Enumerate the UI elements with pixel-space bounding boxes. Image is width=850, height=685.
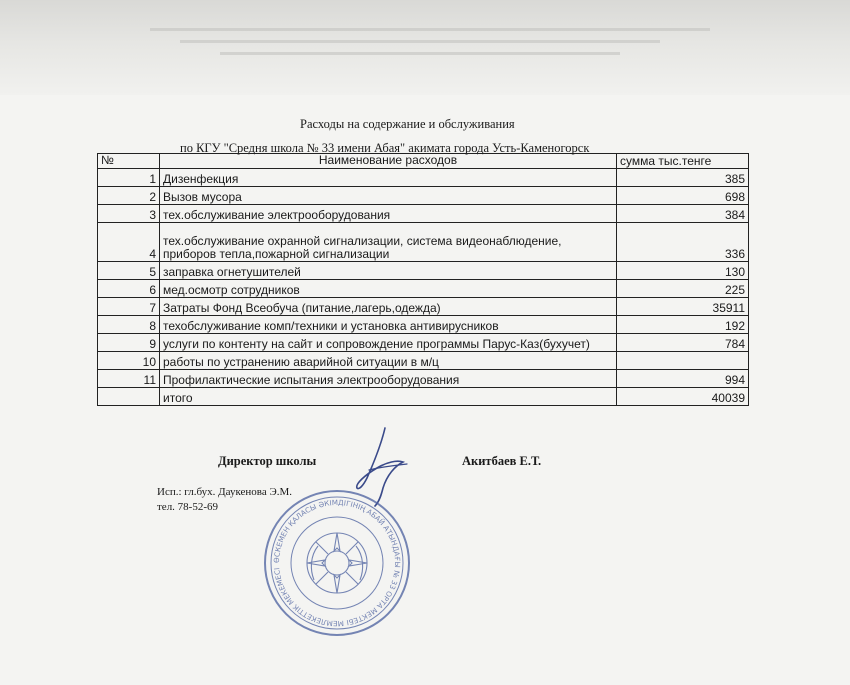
row-name: Затраты Фонд Всеобуча (питание,лагерь,одежда) bbox=[160, 298, 617, 316]
row-name: услуги по контенту на сайт и сопровождение программы Парус-Каз(бухучет) bbox=[160, 334, 617, 352]
header-number: № bbox=[98, 154, 160, 169]
kazakhstan-emblem-icon bbox=[307, 533, 367, 593]
director-title: Директор школы bbox=[218, 454, 317, 468]
official-stamp bbox=[262, 488, 412, 638]
table-header-row bbox=[98, 154, 749, 169]
phone-line: тел. 78-52-69 bbox=[157, 501, 219, 513]
row-name: техобслуживание комп/техники и установка антивирусников bbox=[160, 316, 617, 334]
table-row bbox=[98, 352, 749, 370]
total-label: итого bbox=[160, 388, 617, 406]
table-row bbox=[98, 316, 749, 334]
table-row bbox=[98, 262, 749, 280]
row-number: 6 bbox=[98, 280, 160, 298]
table-row bbox=[98, 280, 749, 298]
row-number: 8 bbox=[98, 316, 160, 334]
table-row bbox=[98, 223, 749, 262]
row-name: заправка огнетушителей bbox=[160, 262, 617, 280]
row-sum: 994 bbox=[617, 370, 749, 388]
row-name-line: тех.обслуживание охранной сигнализации, система видеонаблюдение, bbox=[163, 234, 562, 248]
row-name-line: приборов тепла,пожарной сигнализации bbox=[163, 247, 390, 261]
row-name: мед.осмотр сотрудников bbox=[160, 280, 617, 298]
row-name bbox=[160, 223, 617, 262]
row-sum: 384 bbox=[617, 205, 749, 223]
row-number: 7 bbox=[98, 298, 160, 316]
row-number: 2 bbox=[98, 187, 160, 205]
table-row bbox=[98, 205, 749, 223]
total-number-cell bbox=[98, 388, 160, 406]
table-row bbox=[98, 334, 749, 352]
row-name: Профилактические испытания электрооборудования bbox=[160, 370, 617, 388]
document-subtitle: по КГУ "Средня школа № 33 имени Абая" акимата города Усть-Каменогорск bbox=[180, 141, 590, 155]
total-sum: 40039 bbox=[617, 388, 749, 406]
director-name: Акитбаев Е.Т. bbox=[462, 454, 542, 468]
row-name: тех.обслуживание электрооборудования bbox=[160, 205, 617, 223]
expenses-table bbox=[97, 153, 749, 406]
row-sum: 385 bbox=[617, 169, 749, 187]
row-number: 9 bbox=[98, 334, 160, 352]
executor-line: Исп.: гл.бух. Даукенова Э.М. bbox=[157, 486, 293, 498]
table-total-row bbox=[98, 388, 749, 406]
table-row bbox=[98, 370, 749, 388]
row-number: 5 bbox=[98, 262, 160, 280]
row-sum bbox=[617, 352, 749, 370]
row-number: 10 bbox=[98, 352, 160, 370]
row-number: 4 bbox=[98, 223, 160, 262]
header-sum: сумма тыс.тенге bbox=[617, 154, 749, 169]
row-sum: 130 bbox=[617, 262, 749, 280]
row-number: 3 bbox=[98, 205, 160, 223]
row-name: работы по устранению аварийной ситуации в м/ц bbox=[160, 352, 617, 370]
table-row bbox=[98, 298, 749, 316]
row-name: Дизенфекция bbox=[160, 169, 617, 187]
row-sum: 336 bbox=[617, 223, 749, 262]
scan-artifact-header bbox=[0, 0, 850, 95]
header-name: Наименование расходов bbox=[160, 154, 617, 169]
table-row bbox=[98, 187, 749, 205]
row-sum: 35911 bbox=[617, 298, 749, 316]
row-sum: 784 bbox=[617, 334, 749, 352]
stamp-ring-text: ӨСКЕМЕН ҚАЛАСЫ ӘКІМДІГІНІҢ АБАЙ АТЫНДАҒЫ № 33 ОРТА МЕКТЕБІ МЕМЛЕКЕТТІК МЕКЕМЕСІ bbox=[271, 497, 403, 629]
row-number: 1 bbox=[98, 169, 160, 187]
row-sum: 225 bbox=[617, 280, 749, 298]
table-row bbox=[98, 169, 749, 187]
row-name: Вызов мусора bbox=[160, 187, 617, 205]
document-title: Расходы на содержание и обслуживания bbox=[300, 117, 515, 131]
row-sum: 698 bbox=[617, 187, 749, 205]
row-number: 11 bbox=[98, 370, 160, 388]
row-sum: 192 bbox=[617, 316, 749, 334]
